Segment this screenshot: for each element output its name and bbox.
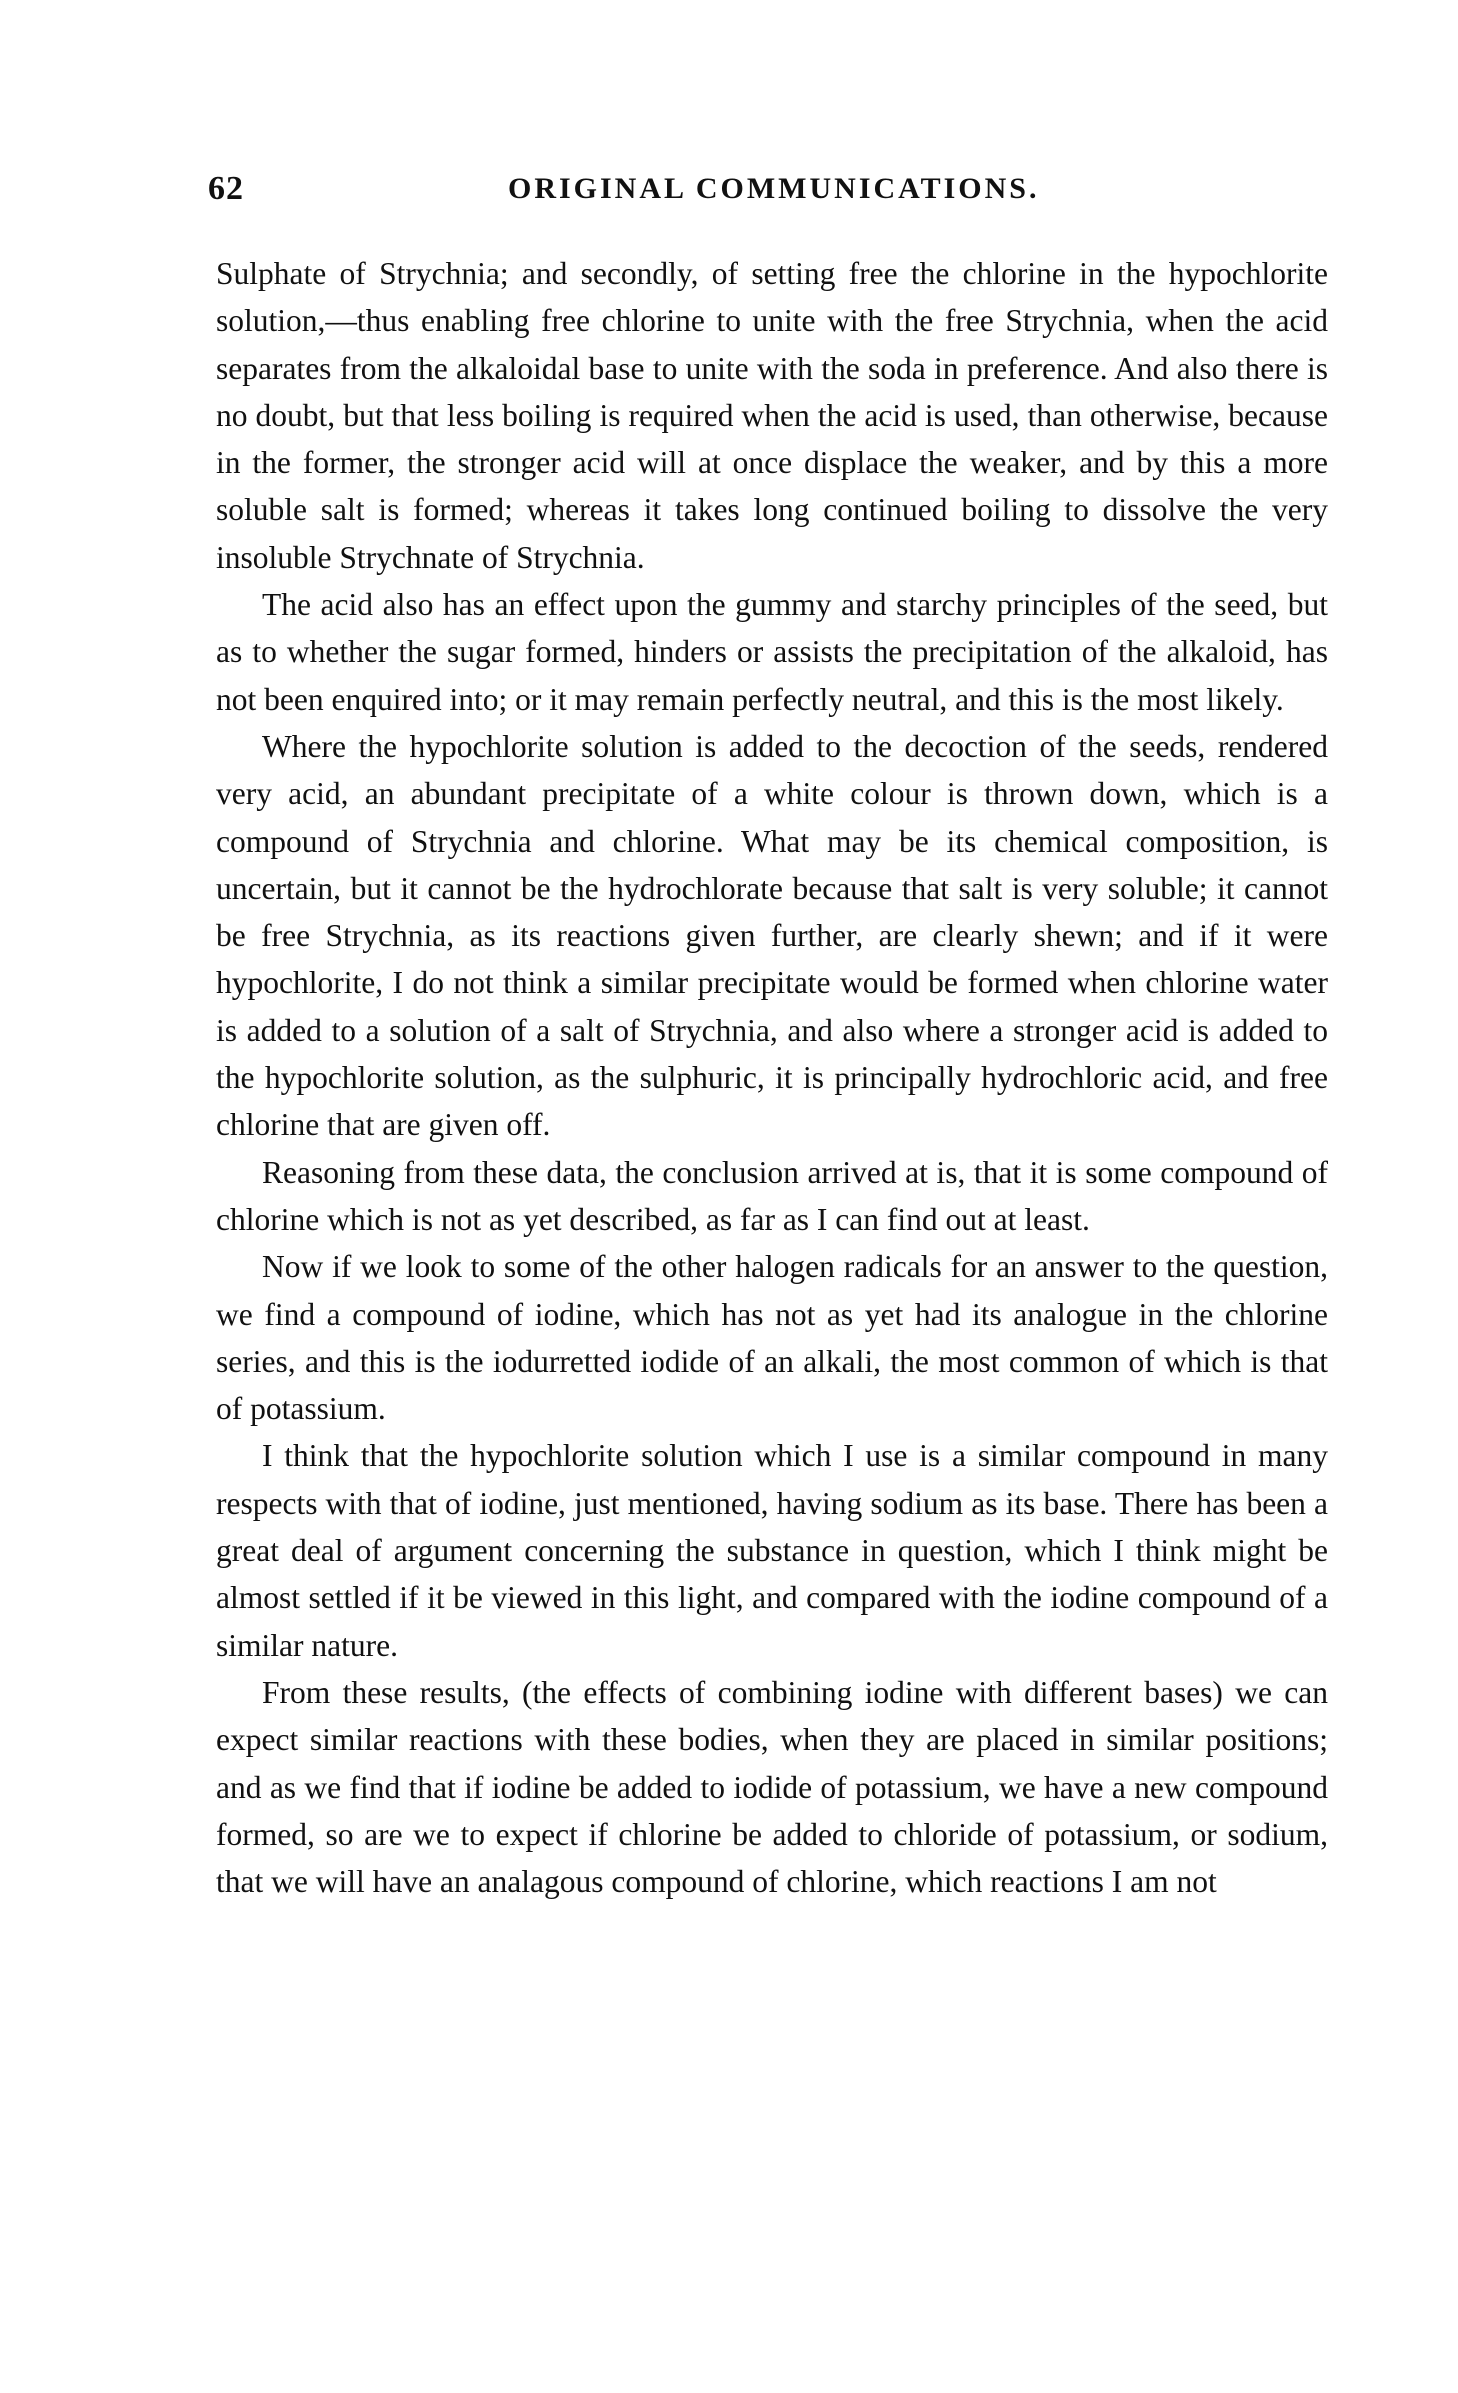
page-number: 62: [208, 170, 244, 207]
paragraph: Reasoning from these data, the conclusion arrived at is, that it is some compound of chlorine which is not as yet described, as far as I can find out at least.: [216, 1154, 1328, 1237]
paragraph: I think that the hypochlorite solution which I use is a similar compound in many respects with that of iodine, just mentioned, having sodium as its base. There has been a great deal of argument concerning the substance in question, which I think might be almost settled if it be viewed in this light, and compared with the iodine compound of a similar nature.: [216, 1438, 1328, 1663]
page-header: [208, 170, 1328, 220]
paragraph: Sulphate of Strychnia; and secondly, of setting free the chlorine in the hypochlorite solution,—thus enabling free chlorine to unite with the free Strychnia, when the acid separates from the alkaloidal base to unite with the soda in preference. And also there is no doubt, but that less boiling is required when the acid is used, than otherwise, because in the former, the stronger acid will at once displace the weaker, and by this a more soluble salt is formed; whereas it takes long continued boiling to dissolve the very insoluble Strychnate of Strychnia.: [216, 256, 1328, 575]
body-text: [216, 250, 1328, 1905]
paragraph: Where the hypochlorite solution is added to the decoction of the seeds, rendered very acid, an abundant precipitate of a white colour is thrown down, which is a compound of Strychnia and chlorine. What may be its chemical composition, is uncertain, but it cannot be the hydrochlorate because that salt is very soluble; it cannot be free Strychnia, as its reactions given further, are clearly shewn; and if it were hypochlorite, I do not think a similar precipitate would be formed when chlorine water is added to a solution of a salt of Strychnia, and also where a stronger acid is added to the hypochlorite solution, as the sulphuric, it is principally hydrochloric acid, and free chlorine that are given off.: [216, 728, 1328, 1143]
paragraph: Now if we look to some of the other halogen radicals for an answer to the question, we find a compound of iodine, which has not as yet had its analogue in the chlorine series, and this is the iodurretted iodide of an alkali, the most common of which is that of potassium.: [216, 1249, 1328, 1427]
paragraph: From these results, (the effects of combining iodine with different bases) we can expect similar reactions with these bodies, when they are placed in similar positions; and as we find that if iodine be added to iodide of potassium, we have a new compound formed, so are we to expect if chlorine be added to chloride of potassium, or sodium, that we will have an analagous compound of chlorine, which reactions I am not: [216, 1674, 1328, 1900]
paragraph: The acid also has an effect upon the gummy and starchy principles of the seed, but as to whether the sugar formed, hinders or assists the precipitation of the alkaloid, has not been enquired into; or it may remain perfectly neutral, and this is the most likely.: [216, 587, 1328, 717]
running-head: ORIGINAL COMMUNICATIONS.: [508, 172, 1040, 205]
